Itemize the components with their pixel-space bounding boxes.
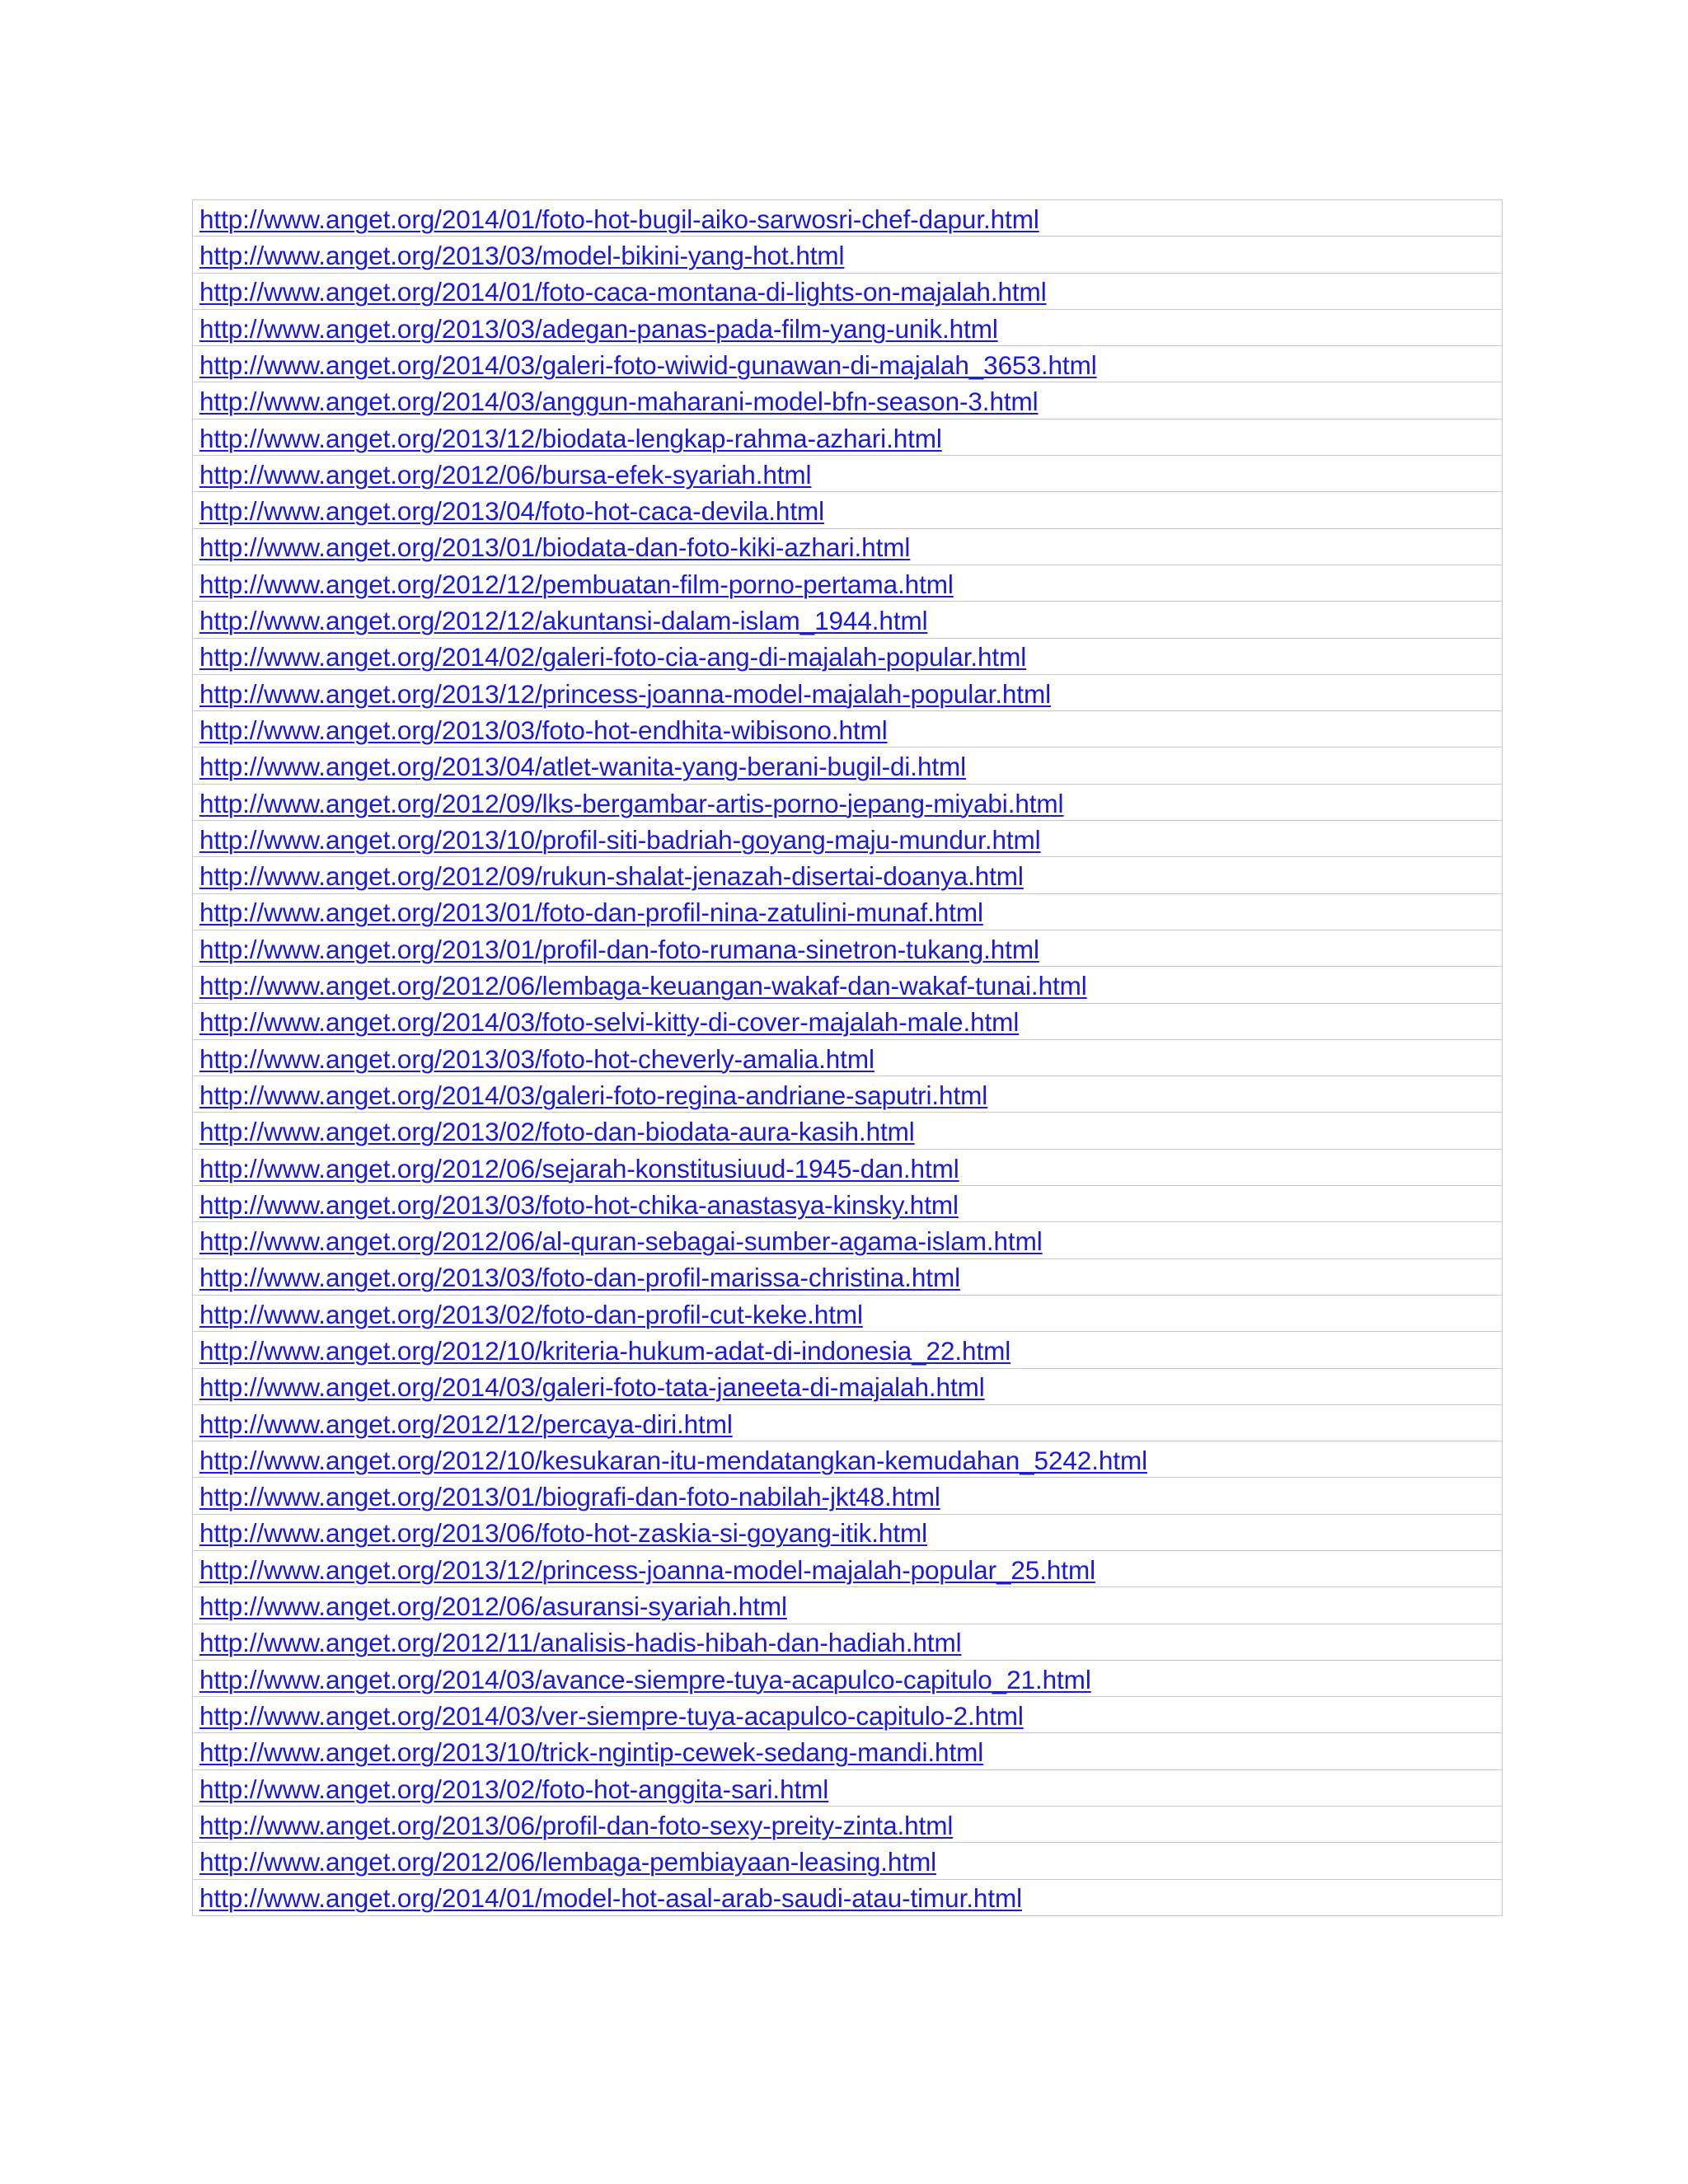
- table-row: [193, 784, 1503, 820]
- table-row: [193, 1879, 1503, 1915]
- table-row: [193, 748, 1503, 784]
- url-cell: [193, 1624, 1503, 1660]
- url-link[interactable]: http://www.anget.org/2012/11/analisis-hadis-hibah-dan-hadiah.html: [199, 1628, 962, 1658]
- table-row: [193, 1660, 1503, 1696]
- table-row: [193, 1368, 1503, 1404]
- url-link[interactable]: http://www.anget.org/2013/04/foto-hot-caca-devila.html: [199, 496, 825, 527]
- url-cell: [193, 638, 1503, 674]
- table-row: [193, 821, 1503, 857]
- table-row: [193, 565, 1503, 601]
- table-row: [193, 1807, 1503, 1843]
- url-link[interactable]: http://www.anget.org/2012/06/lembaga-keuangan-wakaf-dan-wakaf-tunai.html: [199, 971, 1087, 1001]
- url-cell: [193, 1368, 1503, 1404]
- url-cell: [193, 1076, 1503, 1113]
- url-cell: [193, 748, 1503, 784]
- url-cell: [193, 382, 1503, 419]
- url-link[interactable]: http://www.anget.org/2012/06/sejarah-konstitusiuud-1945-dan.html: [199, 1153, 959, 1183]
- url-link[interactable]: http://www.anget.org/2012/06/lembaga-pembiayaan-leasing.html: [199, 1847, 937, 1877]
- url-cell: [193, 784, 1503, 820]
- url-cell: [193, 1587, 1503, 1624]
- url-cell: [193, 456, 1503, 492]
- url-cell: [193, 1295, 1503, 1331]
- url-cell: [193, 1039, 1503, 1076]
- url-cell: [193, 1478, 1503, 1514]
- url-link[interactable]: http://www.anget.org/2012/09/rukun-shalat-jenazah-disertai-doanya.html: [199, 861, 1024, 892]
- url-link[interactable]: http://www.anget.org/2013/03/foto-hot-endhita-wibisono.html: [199, 715, 888, 745]
- url-list-table: [192, 199, 1503, 1916]
- url-link[interactable]: http://www.anget.org/2013/06/foto-hot-zaskia-si-goyang-itik.html: [199, 1518, 928, 1549]
- url-cell: [193, 1843, 1503, 1879]
- url-link[interactable]: http://www.anget.org/2013/10/profil-siti-badriah-goyang-maju-mundur.html: [199, 824, 1041, 855]
- url-cell: [193, 346, 1503, 382]
- url-link[interactable]: http://www.anget.org/2014/03/anggun-maharani-model-bfn-season-3.html: [199, 387, 1039, 417]
- url-link[interactable]: http://www.anget.org/2014/03/foto-selvi-kitty-di-cover-majalah-male.html: [199, 1007, 1020, 1038]
- url-link[interactable]: http://www.anget.org/2012/10/kesukaran-itu-mendatangkan-kemudahan_5242.html: [199, 1445, 1147, 1475]
- url-link[interactable]: http://www.anget.org/2014/02/galeri-foto-cia-ang-di-majalah-popular.html: [199, 642, 1027, 673]
- url-link[interactable]: http://www.anget.org/2014/03/galeri-foto-regina-andriane-saputri.html: [199, 1080, 988, 1110]
- url-link[interactable]: http://www.anget.org/2013/01/biografi-dan-foto-nabilah-jkt48.html: [199, 1482, 940, 1512]
- table-row: [193, 930, 1503, 966]
- url-cell: [193, 674, 1503, 710]
- table-row: [193, 237, 1503, 273]
- url-link[interactable]: http://www.anget.org/2013/04/atlet-wanita-yang-berani-bugil-di.html: [199, 752, 967, 782]
- table-row: [193, 200, 1503, 237]
- url-link[interactable]: http://www.anget.org/2013/01/foto-dan-profil-nina-zatulini-munaf.html: [199, 898, 983, 928]
- url-link[interactable]: http://www.anget.org/2012/06/al-quran-sebagai-sumber-agama-islam.html: [199, 1226, 1043, 1257]
- table-row: [193, 1258, 1503, 1295]
- url-link[interactable]: http://www.anget.org/2013/02/foto-hot-anggita-sari.html: [199, 1774, 829, 1804]
- table-row: [193, 711, 1503, 748]
- url-link[interactable]: http://www.anget.org/2013/12/princess-joanna-model-majalah-popular.html: [199, 678, 1051, 709]
- table-row: [193, 456, 1503, 492]
- url-cell: [193, 1879, 1503, 1915]
- url-link[interactable]: http://www.anget.org/2014/01/foto-hot-bugil-aiko-sarwosri-chef-dapur.html: [199, 204, 1039, 234]
- url-link[interactable]: http://www.anget.org/2012/12/pembuatan-film-porno-pertama.html: [199, 569, 954, 599]
- table-row: [193, 1404, 1503, 1441]
- url-link[interactable]: http://www.anget.org/2013/03/foto-dan-profil-marissa-christina.html: [199, 1263, 960, 1293]
- url-link[interactable]: http://www.anget.org/2013/01/biodata-dan-foto-kiki-azhari.html: [199, 532, 911, 563]
- url-link[interactable]: http://www.anget.org/2014/01/foto-caca-montana-di-lights-on-majalah.html: [199, 277, 1047, 307]
- url-link[interactable]: http://www.anget.org/2014/03/galeri-foto-tata-janeeta-di-majalah.html: [199, 1372, 985, 1403]
- url-cell: [193, 1003, 1503, 1039]
- table-row: [193, 1441, 1503, 1478]
- table-row: [193, 1624, 1503, 1660]
- url-cell: [193, 1769, 1503, 1806]
- url-link[interactable]: http://www.anget.org/2013/03/model-bikini-yang-hot.html: [199, 241, 845, 271]
- table-row: [193, 1550, 1503, 1586]
- url-link[interactable]: http://www.anget.org/2013/02/foto-dan-profil-cut-keke.html: [199, 1299, 863, 1329]
- table-row: [193, 1843, 1503, 1879]
- url-link[interactable]: http://www.anget.org/2012/12/akuntansi-dalam-islam_1944.html: [199, 606, 928, 636]
- url-cell: [193, 1733, 1503, 1769]
- table-row: [193, 419, 1503, 455]
- table-row: [193, 674, 1503, 710]
- table-row: [193, 967, 1503, 1003]
- url-link[interactable]: http://www.anget.org/2013/12/biodata-lengkap-rahma-azhari.html: [199, 423, 942, 453]
- table-row: [193, 1332, 1503, 1368]
- url-cell: [193, 565, 1503, 601]
- table-row: [193, 1039, 1503, 1076]
- url-cell: [193, 1550, 1503, 1586]
- table-row: [193, 1076, 1503, 1113]
- table-row: [193, 1478, 1503, 1514]
- table-row: [193, 1295, 1503, 1331]
- url-cell: [193, 1113, 1503, 1149]
- table-row: [193, 1003, 1503, 1039]
- table-row: [193, 602, 1503, 638]
- url-link[interactable]: http://www.anget.org/2012/06/bursa-efek-syariah.html: [199, 459, 812, 490]
- table-row: [193, 1769, 1503, 1806]
- url-cell: [193, 419, 1503, 455]
- url-link[interactable]: http://www.anget.org/2013/12/princess-joanna-model-majalah-popular_25.html: [199, 1554, 1095, 1585]
- url-link[interactable]: http://www.anget.org/2014/03/ver-siempre-tuya-acapulco-capitulo-2.html: [199, 1700, 1024, 1731]
- url-cell: [193, 1404, 1503, 1441]
- table-row: [193, 1697, 1503, 1733]
- url-cell: [193, 528, 1503, 565]
- table-row: [193, 1514, 1503, 1550]
- table-row: [193, 382, 1503, 419]
- url-cell: [193, 967, 1503, 1003]
- url-cell: [193, 930, 1503, 966]
- url-link[interactable]: http://www.anget.org/2013/03/foto-hot-cheverly-amalia.html: [199, 1043, 874, 1074]
- url-cell: [193, 309, 1503, 345]
- url-link[interactable]: http://www.anget.org/2013/01/profil-dan-foto-rumana-sinetron-tukang.html: [199, 934, 1039, 964]
- url-cell: [193, 237, 1503, 273]
- url-cell: [193, 1222, 1503, 1258]
- url-cell: [193, 821, 1503, 857]
- url-link[interactable]: http://www.anget.org/2013/03/adegan-panas-pada-film-yang-unik.html: [199, 313, 998, 344]
- url-cell: [193, 893, 1503, 930]
- url-link[interactable]: http://www.anget.org/2012/06/asuransi-syariah.html: [199, 1591, 787, 1622]
- table-row: [193, 309, 1503, 345]
- url-link[interactable]: http://www.anget.org/2013/03/foto-hot-chika-anastasya-kinsky.html: [199, 1189, 959, 1220]
- url-cell: [193, 1332, 1503, 1368]
- table-row: [193, 1222, 1503, 1258]
- table-row: [193, 528, 1503, 565]
- url-cell: [193, 711, 1503, 748]
- table-row: [193, 893, 1503, 930]
- table-row: [193, 1733, 1503, 1769]
- table-row: [193, 638, 1503, 674]
- url-link[interactable]: http://www.anget.org/2012/09/lks-bergambar-artis-porno-jepang-miyabi.html: [199, 788, 1064, 818]
- url-link[interactable]: http://www.anget.org/2014/03/galeri-foto-wiwid-gunawan-di-majalah_3653.html: [199, 349, 1097, 380]
- url-cell: [193, 602, 1503, 638]
- url-cell: [193, 1514, 1503, 1550]
- table-row: [193, 857, 1503, 893]
- url-link[interactable]: http://www.anget.org/2013/06/profil-dan-foto-sexy-preity-zinta.html: [199, 1810, 954, 1840]
- url-cell: [193, 1807, 1503, 1843]
- url-cell: [193, 1697, 1503, 1733]
- url-list-body: [193, 200, 1503, 1916]
- table-row: [193, 346, 1503, 382]
- url-link[interactable]: http://www.anget.org/2012/12/percaya-diri.html: [199, 1408, 733, 1439]
- table-row: [193, 1587, 1503, 1624]
- url-link[interactable]: http://www.anget.org/2012/10/kriteria-hukum-adat-di-indonesia_22.html: [199, 1336, 1011, 1366]
- url-link[interactable]: http://www.anget.org/2013/10/trick-ngintip-cewek-sedang-mandi.html: [199, 1737, 984, 1768]
- table-row: [193, 273, 1503, 309]
- table-row: [193, 1186, 1503, 1222]
- url-link[interactable]: http://www.anget.org/2013/02/foto-dan-biodata-aura-kasih.html: [199, 1117, 915, 1147]
- url-cell: [193, 1441, 1503, 1478]
- url-link[interactable]: http://www.anget.org/2014/01/model-hot-asal-arab-saudi-atau-timur.html: [199, 1883, 1023, 1914]
- url-cell: [193, 273, 1503, 309]
- url-cell: [193, 1258, 1503, 1295]
- url-cell: [193, 200, 1503, 237]
- url-cell: [193, 492, 1503, 528]
- url-cell: [193, 1149, 1503, 1185]
- table-row: [193, 1149, 1503, 1185]
- url-cell: [193, 1186, 1503, 1222]
- table-row: [193, 492, 1503, 528]
- url-cell: [193, 857, 1503, 893]
- url-cell: [193, 1660, 1503, 1696]
- table-row: [193, 1113, 1503, 1149]
- url-link[interactable]: http://www.anget.org/2014/03/avance-siempre-tuya-acapulco-capitulo_21.html: [199, 1664, 1091, 1694]
